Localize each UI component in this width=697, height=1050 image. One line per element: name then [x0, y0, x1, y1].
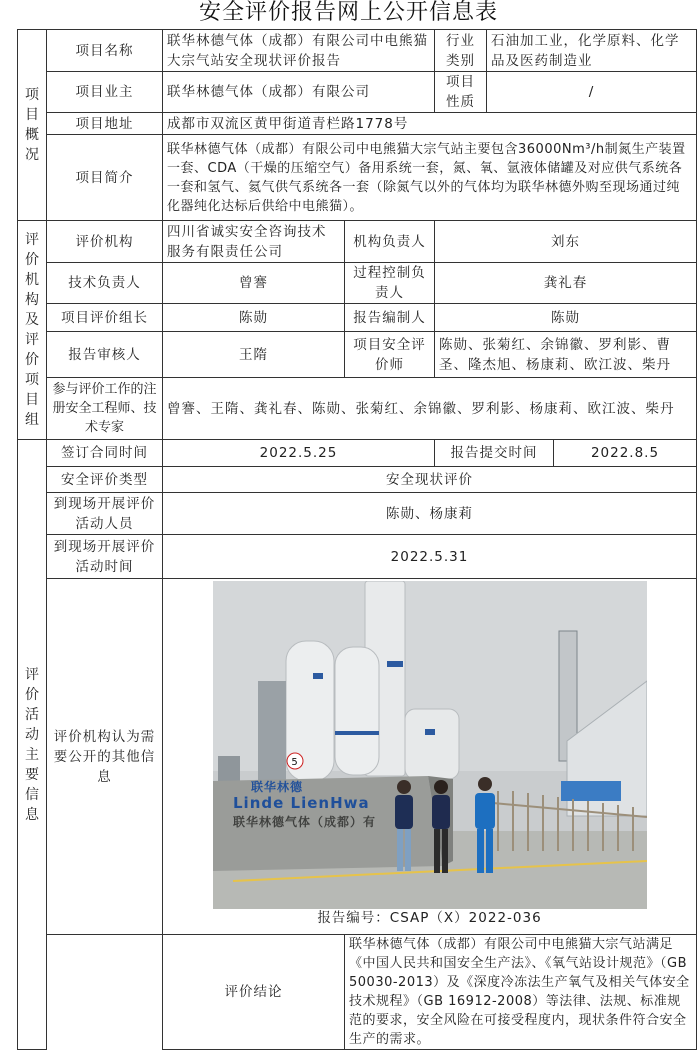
industry-label: 行业类别 — [435, 30, 487, 72]
agency-label: 评价机构 — [47, 221, 163, 263]
team-leader-value: 陈勋 — [163, 304, 345, 332]
agency-value: 四川省诚实安全咨询技术服务有限责任公司 — [163, 221, 345, 263]
assessors-label: 项目安全评价师 — [345, 332, 435, 378]
industry-value: 石油加工业，化学原料、化学品及医药制造业 — [487, 30, 697, 72]
process-control-value: 龚礼春 — [435, 263, 697, 304]
assessors-value: 陈勋、张菊红、余锦徽、罗利影、曹圣、隆杰旭、杨康莉、欧江波、柴丹 — [435, 332, 697, 378]
conclusion-spacer — [47, 935, 163, 1050]
intro-label: 项目简介 — [47, 135, 163, 221]
public-info-cell — [163, 579, 697, 935]
eval-type-value: 安全现状评价 — [163, 467, 697, 493]
report-number: 报告编号：CSAP（X）2022-036 — [317, 910, 542, 926]
nature-label: 项目性质 — [435, 72, 487, 113]
submit-date-label: 报告提交时间 — [435, 440, 554, 466]
submit-date-value: 2022.8.5 — [590, 445, 660, 461]
intro-value: 联华林德气体（成都）有限公司中电熊猫大宗气站主要包含36000Nm³/h制氮生产装置一套、CDA（干燥的压缩空气）备用系统一套，氮、氧、氩液体储罐及对应供气系统各一套和氢气、氦气供气系统各一套（除氮气以外的气体均为联华林德外购至现场通过纯化器纯化达标后供给中电熊猫）。 — [163, 135, 697, 221]
site-photo — [213, 581, 647, 909]
report-writer-value: 陈勋 — [435, 304, 697, 332]
contract-date-label: 签订合同时间 — [47, 440, 163, 467]
sign-english-brand: Linde LienHwa — [232, 794, 370, 812]
reviewer-value: 王隋 — [163, 332, 345, 378]
section-project-overview: 项目概况 — [18, 30, 47, 221]
owner-label: 项目业主 — [47, 72, 163, 113]
agency-head-label: 机构负责人 — [345, 221, 435, 263]
sign-wall-text: 联华林德气体（成都）有 — [232, 815, 376, 829]
public-info-label: 评价机构认为需要公开的其他信息 — [47, 579, 163, 935]
conclusion-label: 评价结论 — [163, 935, 345, 1050]
address-label: 项目地址 — [47, 113, 163, 135]
conclusion-value: 联华林德气体（成都）有限公司中电熊猫大宗气站满足《中国人民共和国安全生产法》、《氧气站设计规范》（GB 50030-2013）及《深度冷冻法生产氧气及相关气体安全技术规程》（GB 16912-2008）等法律、法规、标准规范的要求，安全风险在可接受程度内，现状条件符合安全生产的需求。 — [345, 935, 697, 1050]
team-leader-label: 项目评价组长 — [47, 304, 163, 332]
project-name-value: 联华林德气体（成都）有限公司中电熊猫大宗气站安全现状评价报告 — [163, 30, 435, 72]
agency-head-value: 刘东 — [435, 221, 697, 263]
address-value: 成都市双流区黄甲街道青栏路1778号 — [163, 113, 697, 135]
report-writer-label: 报告编制人 — [345, 304, 435, 332]
project-name-label: 项目名称 — [47, 30, 163, 72]
eval-type-label: 安全评价类型 — [47, 467, 163, 493]
owner-value: 联华林德气体（成都）有限公司 — [163, 72, 435, 113]
nature-value: / — [487, 72, 697, 113]
process-control-label: 过程控制负责人 — [345, 263, 435, 304]
section-evaluation-org: 评价机构及评价项目组 — [18, 221, 47, 440]
page-title: 安全评价报告网上公开信息表 — [198, 0, 498, 25]
sign-chinese-brand: 联华林德 — [250, 780, 303, 794]
tech-lead-label: 技术负责人 — [47, 263, 163, 304]
contract-date-value: 2022.5.25 — [163, 440, 435, 467]
site-time-label: 到现场开展评价活动时间 — [47, 535, 163, 579]
reviewer-label: 报告审核人 — [47, 332, 163, 378]
site-people-label: 到现场开展评价活动人员 — [47, 493, 163, 535]
submit-date-cell — [435, 440, 697, 467]
speed-limit-sign: 5 — [290, 757, 299, 768]
tech-lead-value: 曾謇 — [163, 263, 345, 304]
site-people-value: 陈勋、杨康莉 — [163, 493, 697, 535]
info-table — [17, 29, 697, 1050]
participants-label: 参与评价工作的注册安全工程师、技术专家 — [47, 378, 163, 440]
section-evaluation-activities: 评价活动主要信息 — [18, 440, 47, 1050]
participants-value: 曾謇、王隋、龚礼春、陈勋、张菊红、余锦徽、罗利影、杨康莉、欧江波、柴丹 — [163, 378, 697, 440]
site-time-value: 2022.5.31 — [163, 535, 697, 579]
